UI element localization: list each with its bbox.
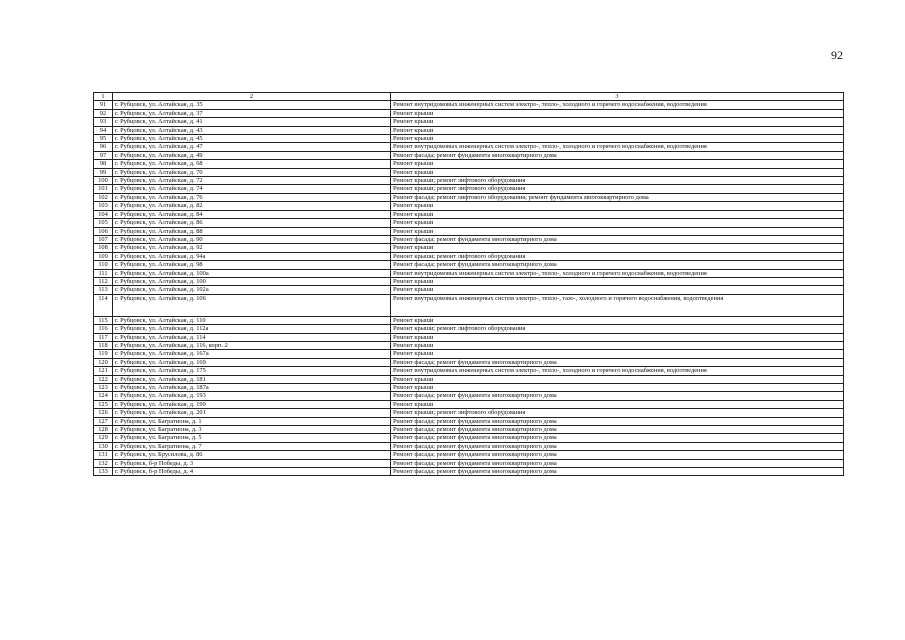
row-work: Ремонт крыши [391, 375, 844, 383]
row-number: 96 [94, 143, 113, 151]
row-number: 120 [94, 358, 113, 366]
row-address: г. Рубцовск, ул. Алтайская, д. 187а [113, 384, 391, 392]
row-address: г. Рубцовск, ул. Алтайская, д. 45 [113, 135, 391, 143]
row-work: Ремонт крыши; ремонт лифтового оборудования [391, 325, 844, 333]
row-number: 122 [94, 375, 113, 383]
row-address: г. Рубцовск, ул. Алтайская, д. 92 [113, 244, 391, 252]
table-row [94, 160, 844, 168]
row-work: Ремонт крыши [391, 341, 844, 349]
page-number: 92 [831, 48, 843, 62]
row-work: Ремонт крыши [391, 286, 844, 294]
row-address: г. Рубцовск, ул. Алтайская, д. 199 [113, 400, 391, 408]
row-work: Ремонт фасада; ремонт фундамента многоквартирного дома [391, 392, 844, 400]
row-number: 116 [94, 325, 113, 333]
row-address: г. Рубцовск, ул. Алтайская, д. 110 [113, 316, 391, 324]
table-row [94, 434, 844, 442]
table-row [94, 143, 844, 151]
row-work: Ремонт фасада; ремонт фундамента многоквартирного дома [391, 459, 844, 467]
row-address: г. Рубцовск, ул. Багратиона, д. 7 [113, 442, 391, 450]
row-number: 127 [94, 417, 113, 425]
row-number: 112 [94, 277, 113, 285]
row-address: г. Рубцовск, ул. Алтайская, д. 68 [113, 160, 391, 168]
repair-register-table [93, 92, 844, 476]
row-work: Ремонт крыши [391, 350, 844, 358]
table-row [94, 101, 844, 109]
row-address: г. Рубцовск, ул. Алтайская, д. 116, корп. 2 [113, 341, 391, 349]
table-row [94, 235, 844, 243]
row-work: Ремонт крыши [391, 400, 844, 408]
row-address: г. Рубцовск, ул. Багратиона, д. 3 [113, 426, 391, 434]
row-address: г. Рубцовск, ул. Алтайская, д. 43 [113, 126, 391, 134]
row-number: 133 [94, 468, 113, 476]
table-row [94, 392, 844, 400]
row-address: г. Рубцовск, б-р Победы, д. 4 [113, 468, 391, 476]
row-work: Ремонт крыши [391, 109, 844, 117]
table-row [94, 459, 844, 467]
row-address: г. Рубцовск, ул. Багратиона, д. 1 [113, 417, 391, 425]
row-address: г. Рубцовск, ул. Алтайская, д. 70 [113, 168, 391, 176]
row-number: 105 [94, 219, 113, 227]
row-address: г. Рубцовск, ул. Алтайская, д. 88 [113, 227, 391, 235]
table-row [94, 325, 844, 333]
row-work: Ремонт внутридомовых инженерных систем электро-, тепло-, холодного и горячего водоснабжения, водоотведения [391, 101, 844, 109]
row-address: г. Рубцовск, ул. Алтайская, д. 100 [113, 277, 391, 285]
table-row [94, 442, 844, 450]
row-work: Ремонт фасада; ремонт фундамента многоквартирного дома [391, 468, 844, 476]
row-work: Ремонт фасада; ремонт фундамента многоквартирного дома [391, 235, 844, 243]
row-work: Ремонт крыши [391, 219, 844, 227]
table-row [94, 426, 844, 434]
table-row [94, 333, 844, 341]
row-work: Ремонт крыши [391, 126, 844, 134]
table-row [94, 210, 844, 218]
row-number: 130 [94, 442, 113, 450]
row-work: Ремонт фасада; ремонт фундамента многоквартирного дома [391, 417, 844, 425]
row-number: 95 [94, 135, 113, 143]
row-work: Ремонт фасада; ремонт фундамента многоквартирного дома [391, 261, 844, 269]
table-row [94, 269, 844, 277]
row-number: 132 [94, 459, 113, 467]
table-row [94, 202, 844, 210]
row-work: Ремонт фасада; ремонт фундамента многоквартирного дома [391, 434, 844, 442]
row-number: 101 [94, 185, 113, 193]
row-address: г. Рубцовск, ул. Алтайская, д. 98 [113, 261, 391, 269]
row-work: Ремонт фасада; ремонт фундамента многоквартирного дома [391, 426, 844, 434]
row-work: Ремонт крыши [391, 384, 844, 392]
table-row [94, 417, 844, 425]
row-address: г. Рубцовск, ул. Алтайская, д. 175 [113, 367, 391, 375]
table-row [94, 367, 844, 375]
row-number: 98 [94, 160, 113, 168]
table-row [94, 151, 844, 159]
table-row [94, 409, 844, 417]
row-work: Ремонт крыши [391, 210, 844, 218]
table-row [94, 375, 844, 383]
table-row [94, 341, 844, 349]
row-work: Ремонт крыши [391, 316, 844, 324]
row-number: 97 [94, 151, 113, 159]
row-number: 94 [94, 126, 113, 134]
row-address: г. Рубцовск, ул. Алтайская, д. 100а [113, 269, 391, 277]
row-number: 92 [94, 109, 113, 117]
row-address: г. Рубцовск, ул. Алтайская, д. 201 [113, 409, 391, 417]
table-row [94, 400, 844, 408]
row-address: г. Рубцовск, ул. Алтайская, д. 169 [113, 358, 391, 366]
row-address: г. Рубцовск, ул. Алтайская, д. 74 [113, 185, 391, 193]
row-work: Ремонт крыши; ремонт лифтового оборудования [391, 177, 844, 185]
row-number: 124 [94, 392, 113, 400]
row-number: 128 [94, 426, 113, 434]
table-row [94, 126, 844, 134]
row-number: 115 [94, 316, 113, 324]
row-work: Ремонт фасада; ремонт фундамента многоквартирного дома [391, 358, 844, 366]
row-work: Ремонт фасада; ремонт фундамента многоквартирного дома [391, 442, 844, 450]
row-work: Ремонт фасада; ремонт лифтового оборудования; ремонт фундамента многоквартирного дома [391, 193, 844, 201]
header-col-work: 3 [391, 93, 844, 101]
row-address: г. Рубцовск, ул. Алтайская, д. 90 [113, 235, 391, 243]
row-work: Ремонт крыши; ремонт лифтового оборудования [391, 185, 844, 193]
row-work: Ремонт крыши [391, 277, 844, 285]
table-row [94, 118, 844, 126]
row-number: 123 [94, 384, 113, 392]
row-address: г. Рубцовск, ул. Алтайская, д. 86 [113, 219, 391, 227]
row-address: г. Рубцовск, ул. Алтайская, д. 49 [113, 151, 391, 159]
table-row [94, 193, 844, 201]
row-address: г. Рубцовск, ул. Алтайская, д. 82 [113, 202, 391, 210]
row-work: Ремонт внутридомовых инженерных систем электро-, тепло-, газо-, холодного и горячего водоснабжения, водоотведения [391, 294, 844, 316]
row-number: 119 [94, 350, 113, 358]
row-number: 106 [94, 227, 113, 235]
row-number: 91 [94, 101, 113, 109]
row-address: г. Рубцовск, ул. Алтайская, д. 35 [113, 101, 391, 109]
table-row [94, 244, 844, 252]
row-work: Ремонт внутридомовых инженерных систем электро-, тепло-, холодного и горячего водоснабжения, водоотведения [391, 367, 844, 375]
row-work: Ремонт внутридомовых инженерных систем электро-, тепло-, холодного и горячего водоснабжения, водоотведения [391, 269, 844, 277]
table-row [94, 286, 844, 294]
row-work: Ремонт крыши [391, 227, 844, 235]
row-address: г. Рубцовск, ул. Багратиона, д. 5 [113, 434, 391, 442]
row-address: г. Рубцовск, ул. Алтайская, д. 181 [113, 375, 391, 383]
table-row [94, 109, 844, 117]
row-work: Ремонт фасада; ремонт фундамента многоквартирного дома [391, 451, 844, 459]
row-work: Ремонт крыши [391, 202, 844, 210]
row-work: Ремонт крыши [391, 168, 844, 176]
row-work: Ремонт фасада; ремонт фундамента многоквартирного дома [391, 151, 844, 159]
row-number: 117 [94, 333, 113, 341]
row-number: 111 [94, 269, 113, 277]
row-work: Ремонт крыши; ремонт лифтового оборудования [391, 252, 844, 260]
row-number: 103 [94, 202, 113, 210]
row-work: Ремонт внутридомовых инженерных систем электро-, тепло-, холодного и горячего водоснабжения, водоотведения [391, 143, 844, 151]
row-number: 100 [94, 177, 113, 185]
table-row [94, 261, 844, 269]
table-row [94, 316, 844, 324]
header-col-address: 2 [113, 93, 391, 101]
row-number: 118 [94, 341, 113, 349]
row-address: г. Рубцовск, ул. Алтайская, д. 94а [113, 252, 391, 260]
row-number: 125 [94, 400, 113, 408]
row-address: г. Рубцовск, ул. Алтайская, д. 114 [113, 333, 391, 341]
row-address: г. Рубцовск, ул. Алтайская, д. 112а [113, 325, 391, 333]
row-address: г. Рубцовск, ул. Алтайская, д. 72 [113, 177, 391, 185]
table-row [94, 350, 844, 358]
table-row [94, 219, 844, 227]
row-address: г. Рубцовск, ул. Брусилова, д. 86 [113, 451, 391, 459]
row-number: 108 [94, 244, 113, 252]
row-number: 121 [94, 367, 113, 375]
row-number: 126 [94, 409, 113, 417]
row-address: г. Рубцовск, б-р Победы, д. 3 [113, 459, 391, 467]
row-address: г. Рубцовск, ул. Алтайская, д. 41 [113, 118, 391, 126]
row-address: г. Рубцовск, ул. Алтайская, д. 37 [113, 109, 391, 117]
row-work: Ремонт крыши [391, 160, 844, 168]
row-address: г. Рубцовск, ул. Алтайская, д. 106 [113, 294, 391, 316]
table-header-row [94, 93, 844, 101]
table-row [94, 168, 844, 176]
row-number: 131 [94, 451, 113, 459]
table-row [94, 468, 844, 476]
row-address: г. Рубцовск, ул. Алтайская, д. 47 [113, 143, 391, 151]
table-row [94, 227, 844, 235]
row-address: г. Рубцовск, ул. Алтайская, д. 76 [113, 193, 391, 201]
row-number: 114 [94, 294, 113, 316]
table-row [94, 177, 844, 185]
row-work: Ремонт крыши; ремонт лифтового оборудования [391, 409, 844, 417]
table-row [94, 185, 844, 193]
row-address: г. Рубцовск, ул. Алтайская, д. 167а [113, 350, 391, 358]
table-row [94, 135, 844, 143]
table-row [94, 384, 844, 392]
row-work: Ремонт крыши [391, 135, 844, 143]
row-number: 110 [94, 261, 113, 269]
row-address: г. Рубцовск, ул. Алтайская, д. 84 [113, 210, 391, 218]
table-row [94, 358, 844, 366]
row-number: 102 [94, 193, 113, 201]
table-row [94, 451, 844, 459]
row-number: 113 [94, 286, 113, 294]
row-work: Ремонт крыши [391, 244, 844, 252]
table-row [94, 277, 844, 285]
table-row [94, 252, 844, 260]
header-col-number: 1 [94, 93, 113, 101]
row-address: г. Рубцовск, ул. Алтайская, д. 102а [113, 286, 391, 294]
row-number: 109 [94, 252, 113, 260]
row-number: 107 [94, 235, 113, 243]
row-number: 104 [94, 210, 113, 218]
table-row [94, 294, 844, 316]
row-work: Ремонт крыши [391, 333, 844, 341]
row-address: г. Рубцовск, ул. Алтайская, д. 193 [113, 392, 391, 400]
row-number: 129 [94, 434, 113, 442]
row-number: 99 [94, 168, 113, 176]
row-number: 93 [94, 118, 113, 126]
row-work: Ремонт крыши [391, 118, 844, 126]
